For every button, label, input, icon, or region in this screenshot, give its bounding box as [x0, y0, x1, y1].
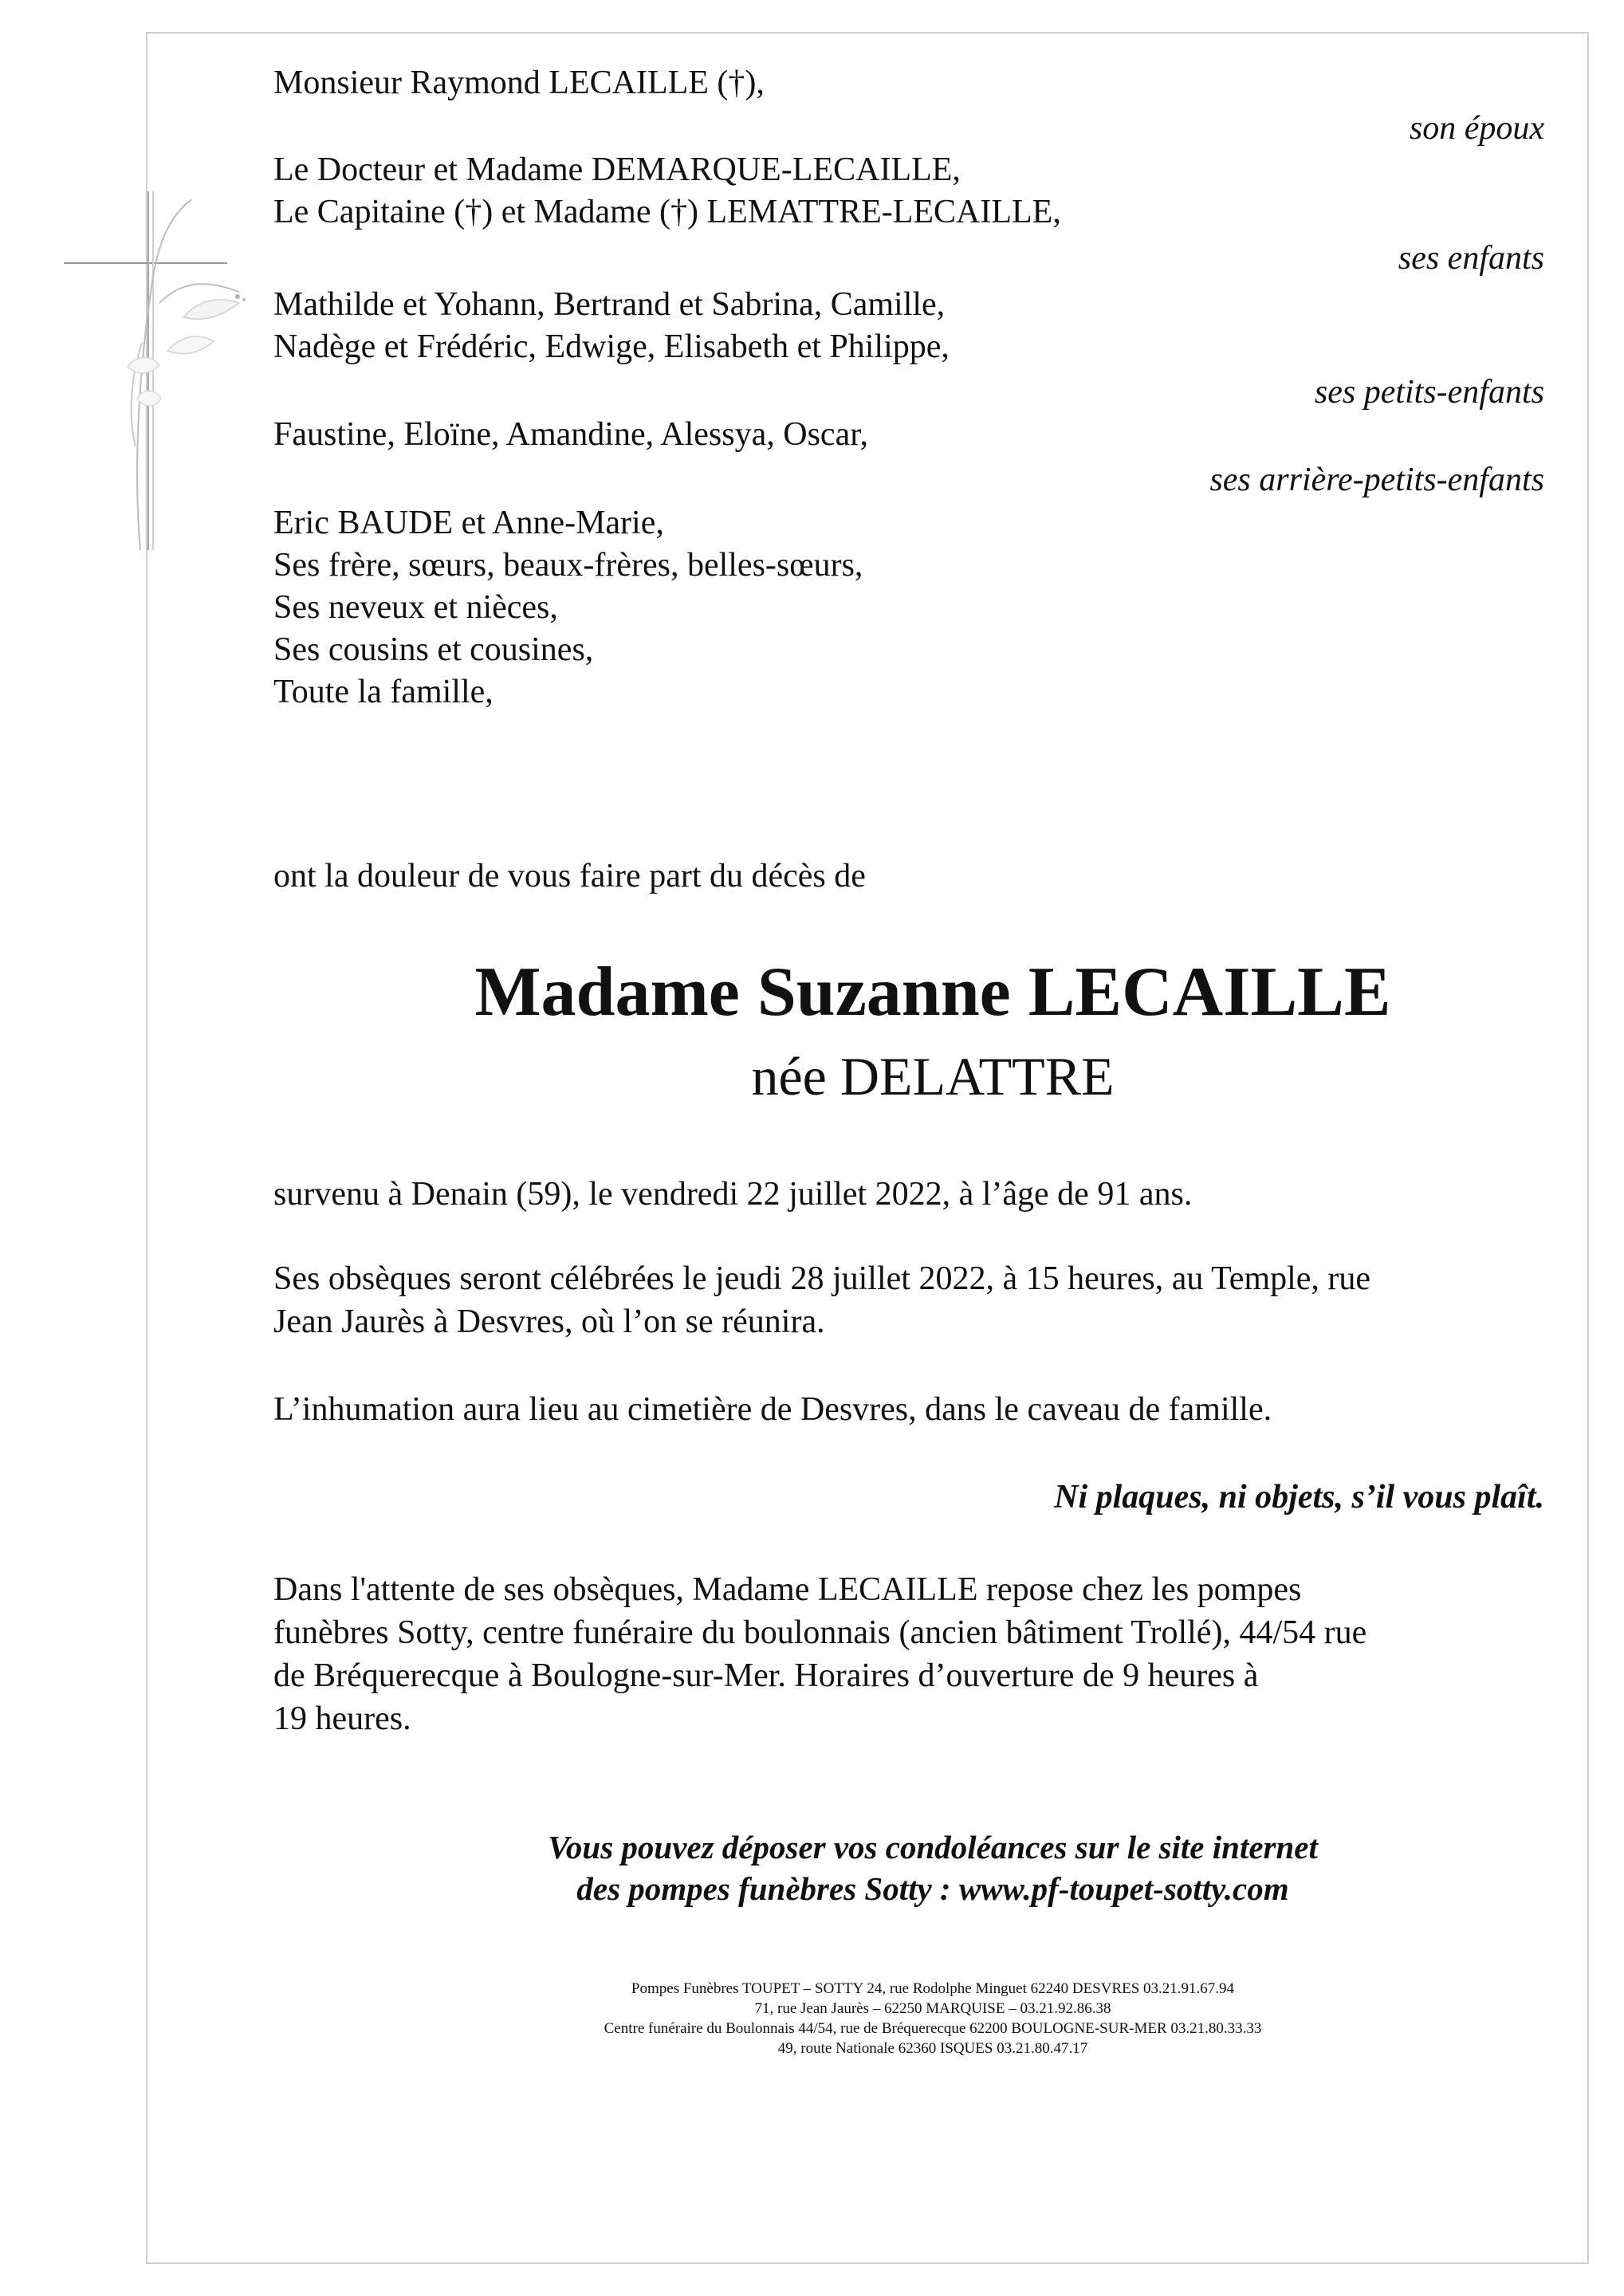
condolences-line-1: Vous pouvez déposer vos condoléances sur le site internet: [548, 1829, 1318, 1866]
footer-line-1: Pompes Funèbres TOUPET – SOTTY 24, rue Rodolphe Minguet 62240 DESVRES 03.21.91.67.94: [631, 1980, 1235, 1997]
grandchildren-line-2: Nadège et Frédéric, Edwige, Elisabeth et Philippe,: [273, 328, 950, 365]
death-details: survenu à Denain (59), le vendredi 22 juillet 2022, à l’âge de 91 ans.: [273, 1176, 1193, 1213]
others-line-1: Eric BAUDE et Anne-Marie,: [273, 505, 664, 541]
rest-line-2: funèbres Sotty, centre funéraire du boulonnais (ancien bâtiment Trollé), 44/54 rue: [273, 1614, 1367, 1651]
others-line-5: Toute la famille,: [273, 674, 493, 710]
announcement-line: ont la douleur de vous faire part du décès de: [273, 858, 866, 894]
great-grandchildren-line: Faustine, Eloïne, Amandine, Alessya, Oscar,: [273, 416, 869, 453]
funeral-line-2: Jean Jaurès à Desvres, où l’on se réunira.: [273, 1303, 825, 1340]
others-line-2: Ses frère, sœurs, beaux-frères, belles-sœurs,: [273, 547, 863, 584]
funeral-line-1: Ses obsèques seront célébrées le jeudi 28 juillet 2022, à 15 heures, au Temple, rue: [273, 1260, 1371, 1297]
no-flowers-request: Ni plaques, ni objets, s’il vous plaît.: [1054, 1479, 1544, 1516]
children-line-2: Le Capitaine (†) et Madame (†) LEMATTRE-LECAILLE,: [273, 194, 1061, 230]
spouse-label: son époux: [1409, 110, 1544, 147]
footer-line-2: 71, rue Jean Jaurès – 62250 MARQUISE – 03.21.92.86.38: [754, 2000, 1111, 2017]
burial-line: L’inhumation aura lieu au cimetière de Desvres, dans le caveau de famille.: [273, 1391, 1272, 1428]
grandchildren-line-1: Mathilde et Yohann, Bertrand et Sabrina, Camille,: [273, 286, 946, 323]
spouse-line: Monsieur Raymond LECAILLE (†),: [273, 65, 765, 101]
footer-line-4: 49, route Nationale 62360 ISQUES 03.21.80.47.17: [777, 2040, 1088, 2057]
rest-line-3: de Bréquerecque à Boulogne-sur-Mer. Horaires d’ouverture de 9 heures à: [273, 1657, 1259, 1694]
great-grandchildren-label: ses arrière-petits-enfants: [1209, 462, 1544, 498]
others-line-3: Ses neveux et nièces,: [273, 589, 558, 626]
grandchildren-label: ses petits-enfants: [1314, 374, 1544, 411]
cross-lily-icon: [0, 0, 271, 606]
deceased-maiden-name: née DELATTRE: [751, 1046, 1115, 1107]
rest-line-4: 19 heures.: [273, 1700, 411, 1737]
others-line-4: Ses cousins et cousines,: [273, 631, 594, 668]
deceased-name: Madame Suzanne LECAILLE: [474, 953, 1391, 1031]
footer-line-3: Centre funéraire du Boulonnais 44/54, rue de Bréquerecque 62200 BOULOGNE-SUR-MER 03.21.80.33.33: [604, 2020, 1262, 2037]
children-line-1: Le Docteur et Madame DEMARQUE-LECAILLE,: [273, 151, 961, 188]
condolences-line-2: des pompes funèbres Sotty : www.pf-toupet-sotty.com: [576, 1870, 1289, 1907]
rest-line-1: Dans l'attente de ses obsèques, Madame LECAILLE repose chez les pompes: [273, 1571, 1302, 1608]
children-label: ses enfants: [1398, 240, 1544, 277]
